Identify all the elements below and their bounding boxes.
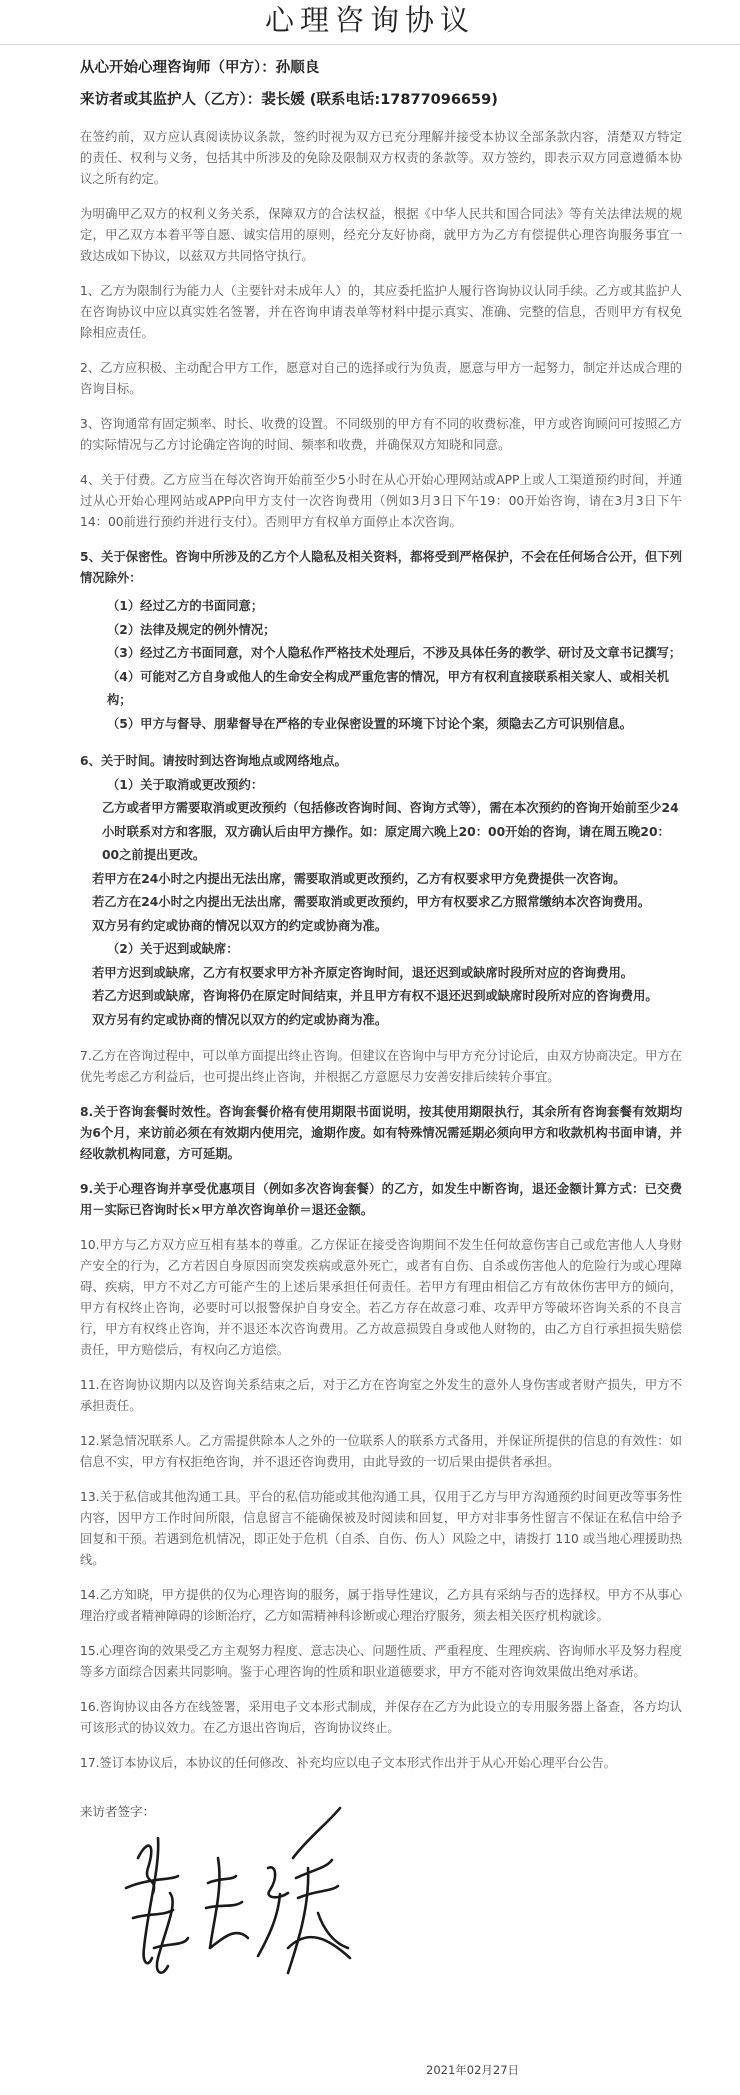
clause-11: 11.在咨询协议期内以及咨询关系结束之后，对于乙方在咨询室之外发生的意外人身伤害或者财产损失，甲方不承担责任。 [80, 1378, 682, 1413]
sign-date: 2021年02月27日 [426, 2063, 520, 2077]
clause-6-sub-2-c: 双方另有约定或协商的情况以双方的约定或协商为准。 [92, 1012, 388, 1027]
party-a: 从心开始心理咨询师（甲方）：孙顺良 [80, 60, 320, 76]
clause-7: 7.乙方在咨询过程中，可以单方面提出终止咨询。但建议在咨询中与甲方充分讨论后，由双方协商决定。甲方在优先考虑乙方利益后，也可提出终止咨询，并根据乙方意愿尽力安善安排后续转介事宜。 [80, 1049, 682, 1084]
clause-5 [80, 547, 682, 736]
clause-17: 17.签订本协议后，本协议的任何修改、补充均应以电子文本形式作出并于从心开始心理平台公告。 [80, 1756, 617, 1770]
clause-15: 15.心理咨询的效果受乙方主观努力程度、意志决心、问题性质、严重程度、生理疾病、咨询师水平及努力程度等多方面综合因素共同影响。鉴于心理咨询的性质和职业道德要求，甲方不能对咨询效果做出绝对承诺。 [80, 1644, 682, 1679]
party-b: 来访者或其监护人（乙方）：裴长媛 (联系电话:17877096659) [80, 92, 498, 108]
clause-14: 14.乙方知晓，甲方提供的仅为心理咨询的服务，属于指导性建议，乙方具有采纳与否的选择权。甲方不从事心理治疗或者精神障碍的诊断治疗，乙方如需精神科诊断或心理治疗服务，须去相关医疗机构就诊。 [80, 1588, 682, 1623]
clause-6-heading: 6、关于时间。请按时到达咨询地点或网络地点。 [80, 754, 347, 768]
page-title: 心理咨询协议 [0, 0, 740, 45]
clause-6 [80, 750, 682, 1032]
handwritten-signature [118, 1798, 358, 1988]
clause-6-sub-1-a: 若甲方在24小时之内提出无法出席，需要取消或更改预约，乙方有权要求甲方免费提供一次咨询。 [92, 871, 626, 886]
clause-16: 16.咨询协议由各方在线签署，采用电子文本形式制成，并保存在乙方为此设立的专用服务器上备查，各方均认可该形式的协议效力。在乙方退出咨询后，咨询协议终止。 [80, 1700, 682, 1735]
clause-12: 12.紧急情况联系人。乙方需提供除本人之外的一位联系人的联系方式备用，并保证所提供的信息的有效性：如信息不实，甲方有权拒绝咨询，并不退还咨询费用，由此导致的一切后果由提供者承担。 [80, 1434, 682, 1469]
clause-6-sub-1-b: 若乙方在24小时之内提出无法出席，需要取消或更改预约，甲方有权要求乙方照常缴纳本次咨询费用。 [92, 895, 651, 909]
clause-4: 4、关于付费。乙方应当在每次咨询开始前至少5小时在从心开始心理网站或APP上或人工渠道预约时间，并通过从心开始心理网站或APP向甲方支付一次咨询费用（例如3月3日下午19：00开始咨询，请在3月3日下午14：00前进行预约并进行支付）。否则甲方有权单方面停止本次咨询。 [80, 473, 682, 529]
clause-5-item: （3）经过乙方书面同意，对个人隐私作严格技术处理后，不涉及具体任务的教学、研讨及文章书记撰写； [107, 646, 682, 660]
clause-6-sub-2-a: 若甲方迟到或缺席，乙方有权要求甲方补齐原定咨询时间，退还迟到或缺席时段所对应的咨询费用。 [92, 965, 634, 980]
clause-6-sub-1-c: 双方另有约定或协商的情况以双方的约定或协商为准。 [92, 918, 388, 933]
clause-1: 1、乙方为限制行为能力人（主要针对未成年人）的，其应委托监护人履行咨询协议认同手续。乙方或其监护人在咨询协议中应以真实姓名签署，并在咨询申请表单等材料中提示真实、准确、完整的信息，否则甲方有权免除相应责任。 [80, 284, 682, 340]
agreement-body [0, 57, 740, 1820]
signature-label: 来访者签字： [80, 1804, 156, 1819]
clause-5-item: （2）法律及规定的例外情况； [107, 622, 276, 637]
intro-paragraph-2: 为明确甲乙双方的权利义务关系，保障双方的合法权益，根据《中华人民共和国合同法》等有关法律法规的规定，甲乙双方本着平等自愿、诚实信用的原则，经充分友好协商，就甲方为乙方有偿提供心理咨询服务事宜一致达成如下协议，以兹双方共同恪守执行。 [80, 207, 682, 263]
clause-10: 10.甲方与乙方双方应互相有基本的尊重。乙方保证在接受咨询期间不发生任何故意伤害自己或危害他人人身财产安全的行为，乙方若因自身原因而突发疾病或意外死亡，或者有自伤、自杀或伤害他人的危险行为或心理障碍、疾病，甲方不对乙方可能产生的上述后果承担任何责任。若甲方有理由相信乙方有故休伤害甲方的倾向，甲方有权终止咨询，必要时可以报警保护自身安全。若乙方存在故意刁难、攻弄甲方等破坏咨询关系的不良言行，甲方有权终止咨询，并不退还本次咨询费用。乙方故意损毁自身或他人财物的，由乙方自行承担损失赔偿责任，甲方赔偿后，有权向乙方追偿。 [80, 1238, 682, 1357]
clause-6-sub-2-b: 若乙方迟到或缺席，咨询将仍在原定时间结束，并且甲方有权不退还迟到或缺席时段所对应的咨询费用。 [92, 989, 658, 1003]
clause-6-sub-1-heading: （1）关于取消或更改预约： [107, 777, 264, 792]
clause-6-sub-1-text: 乙方或者甲方需要取消或更改预约（包括修改咨询时间、咨询方式等），需在本次预约的咨询开始前至少24小时联系对方和客服，双方确认后由甲方操作。如：原定周六晚上20：00开始的咨询，请在周五晚20：00之前提出更改。 [102, 801, 679, 862]
clause-5-heading: 5、关于保密性。咨询中所涉及的乙方个人隐私及相关资料，都将受到严格保护，不会在任何场合公开，但下列情况除外： [80, 550, 682, 585]
clause-2: 2、乙方应积极、主动配合甲方工作，愿意对自己的选择或行为负责，愿意与甲方一起努力，制定并达成合理的咨询目标。 [80, 361, 682, 396]
clause-8: 8.关于咨询套餐时效性。咨询套餐价格有使用期限书面说明，按其使用期限执行，其余所有咨询套餐有效期均为6个月，来访前必须在有效期内使用完，逾期作废。如有特殊情况需延期必须向甲方和收款机构书面申请，并经收款机构同意，方可延期。 [80, 1105, 682, 1161]
clause-9: 9.关于心理咨询并享受优惠项目（例如多次咨询套餐）的乙方，如发生中断咨询，退还金额计算方式：已交费用－实际已咨询时长×甲方单次咨询单价＝退还金额。 [80, 1182, 682, 1217]
intro-paragraph-1: 在签约前，双方应认真阅读协议条款，签约时视为双方已充分理解并接受本协议全部条款内容，清楚双方特定的责任、权利与义务，包括其中所涉及的免除及限制双方权责的条款等。双方签约，即表示双方同意遵循本协议之所有约定。 [80, 130, 682, 186]
clause-6-sub-2-heading: （2）关于迟到或缺席： [107, 942, 239, 956]
clause-5-item: （1）经过乙方的书面同意； [107, 599, 264, 613]
clause-5-item: （5）甲方与督导、朋辈督导在严格的专业保密设置的环境下讨论个案，须隐去乙方可识别信息。 [107, 716, 633, 731]
clause-13: 13.关于私信或其他沟通工具。平台的私信功能或其他沟通工具，仅用于乙方与甲方沟通预约时间更改等事务性内容，因甲方工作时间所限，信息留言不能确保被及时阅读和回复，甲方对非事务性留言不保证在私信中给予回复和干预。若遇到危机情况，即正处于危机（自杀、自伤、伤人）风险之中，请拨打 110 或当地心理援助热线。 [80, 1490, 682, 1567]
clause-3: 3、咨询通常有固定频率、时长、收费的设置。不同级别的甲方有不同的收费标准，甲方或咨询顾问可按照乙方的实际情况与乙方讨论确定咨询的时间、频率和收费，并确保双方知晓和同意。 [80, 417, 682, 452]
clause-5-item: （4）可能对乙方自身或他人的生命安全构成严重危害的情况，甲方有权利直接联系相关家人、或相关机构； [107, 669, 669, 707]
